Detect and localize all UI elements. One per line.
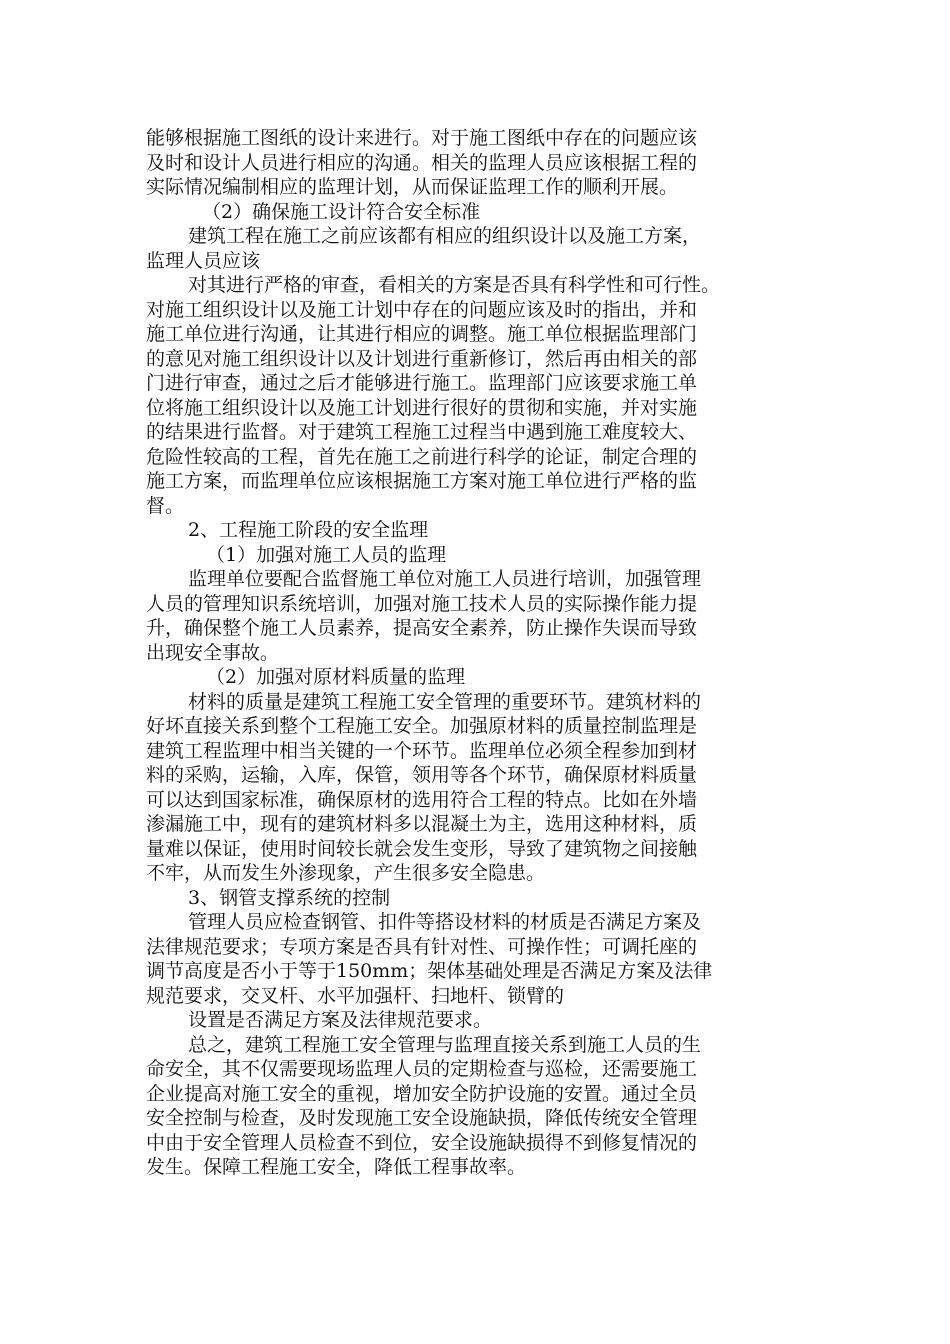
text-line: 升，确保整个施工人员素养，提高安全素养，防止操作失误而导致 — [146, 617, 698, 639]
text-line: 命安全，其不仅需要现场监理人员的定期检查与巡检，还需要施工 — [146, 1058, 698, 1080]
text-line: 量难以保证，使用时间较长就会发生变形，导致了建筑物之间接触 — [146, 837, 698, 860]
text-line: 对其进行严格的审查，看相关的方案是否具有科学性和可行性。 — [188, 274, 721, 296]
text-line: 调节高度是否小于等于150mm；架体基础处理是否满足方案及法律 — [146, 960, 713, 982]
document-body — [146, 126, 826, 1180]
text-line: 人员的管理知识系统培训，加强对施工技术人员的实际操作能力提 — [146, 592, 698, 615]
text-line: 发生。保障工程施工安全，降低工程事故率。 — [146, 1156, 527, 1178]
text-line: 法律规范要求；专项方案是否具有针对性、可操作性；可调托座的 — [146, 935, 698, 958]
text-line: 料的采购，运输，入库，保管，领用等各个环节，确保原材料质量 — [146, 764, 698, 786]
section-heading: （2）确保施工设计符合安全标准 — [202, 200, 481, 223]
text-line: 施工单位进行沟通，让其进行相应的调整。施工单位根据监理部门 — [146, 323, 698, 345]
text-line: 建筑工程监理中相当关键的一个环节。监理单位必须全程参加到材 — [146, 739, 698, 762]
text-line: 实际情况编制相应的监理计划，从而保证监理工作的顺利开展。 — [146, 176, 679, 198]
text-line: 好坏直接关系到整个工程施工安全。加强原材料的质量控制监理是 — [146, 715, 698, 737]
text-line: 材料的质量是建筑工程施工安全管理的重要环节。建筑材料的 — [188, 690, 702, 713]
text-line: 总之，建筑工程施工安全管理与监理直接关系到施工人员的生 — [188, 1033, 702, 1056]
section-heading: （2）加强对原材料质量的监理 — [206, 666, 466, 688]
section-heading: （1）加强对施工人员的监理 — [206, 543, 447, 566]
text-line: 对施工组织设计以及施工计划中存在的问题应该及时的指出，并和 — [146, 298, 698, 321]
text-line: 可以达到国家标准，确保原材的选用符合工程的特点。比如在外墙 — [146, 788, 698, 811]
text-line: 危险性较高的工程，首先在施工之前进行科学的论证，制定合理的 — [146, 445, 698, 468]
text-line: 监理人员应该 — [146, 249, 261, 272]
text-line: 督。 — [146, 494, 185, 517]
text-line: 监理单位要配合监督施工单位对施工人员进行培训，加强管理 — [188, 568, 702, 590]
text-line: 出现安全事故。 — [146, 641, 280, 664]
text-line: 规范要求，交叉杆、水平加强杆、扫地杆、锁臂的 — [146, 984, 565, 1007]
text-line: 企业提高对施工安全的重视，增加安全防护设施的安置。通过全员 — [146, 1082, 698, 1105]
text-line: 渗漏施工中，现有的建筑材料多以混凝土为主，选用这种材料，质 — [146, 813, 698, 835]
text-line: 能够根据施工图纸的设计来进行。对于施工图纸中存在的问题应该 — [146, 127, 698, 149]
text-line: 的结果进行监督。对于建筑工程施工过程当中遇到施工难度较大、 — [146, 421, 698, 443]
text-line: 位将施工组织设计以及施工计划进行很好的贯彻和实施，并对实施 — [146, 396, 698, 419]
text-line: 设置是否满足方案及法律规范要求。 — [188, 1009, 493, 1031]
section-heading: 3、钢管支撑系统的控制 — [188, 886, 391, 909]
section-heading: 2、工程施工阶段的安全监理 — [188, 519, 429, 541]
text-line: 管理人员应检查钢管、扣件等搭设材料的材质是否满足方案及 — [188, 911, 702, 933]
text-line: 不牢，从而发生外渗现象，产生很多安全隐患。 — [146, 862, 546, 884]
text-line: 中由于安全管理人员检查不到位，安全设施缺损得不到修复情况的 — [146, 1131, 698, 1154]
text-line: 安全控制与检查，及时发现施工安全设施缺损，降低传统安全管理 — [146, 1107, 698, 1129]
text-line: 的意见对施工组织设计以及计划进行重新修订，然后再由相关的部 — [146, 347, 698, 370]
text-line: 建筑工程在施工之前应该都有相应的组织设计以及施工方案， — [188, 225, 702, 247]
text-line: 施工方案，而监理单位应该根据施工方案对施工单位进行严格的监 — [146, 470, 698, 492]
text-line: 及时和设计人员进行相应的沟通。相关的监理人员应该根据工程的 — [146, 151, 698, 174]
text-line: 门进行审查，通过之后才能够进行施工。监理部门应该要求施工单 — [146, 372, 698, 394]
